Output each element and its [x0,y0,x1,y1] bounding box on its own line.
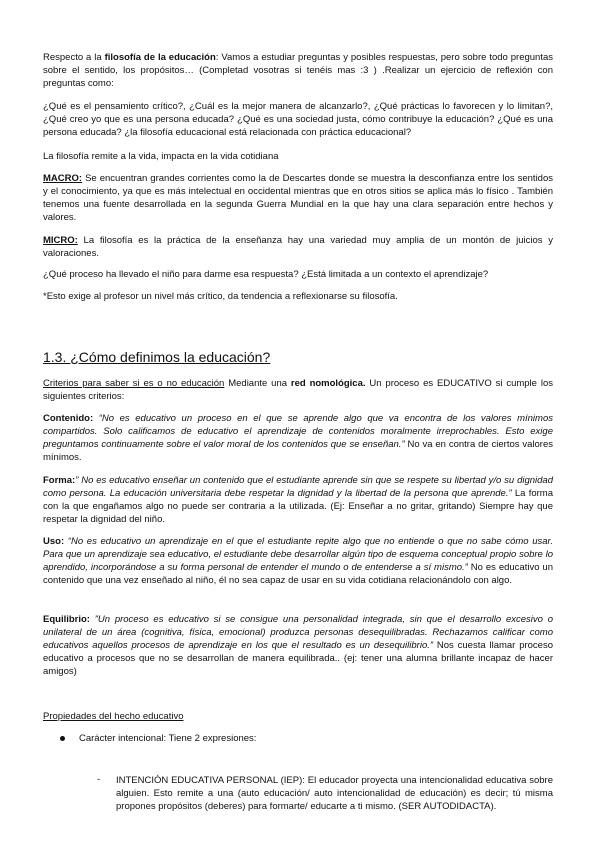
contenido-label: Contenido: [43,413,94,424]
philosophy-line: La filosofía remite a la vida, impacta en la vida cotidiana [43,151,279,162]
criteria-bold: red nomológica. [290,378,366,389]
intro-rest: : Vamos a estudiar preguntas y posibles respuestas, pero sobre todo preguntas sobre el sentido, los propósitos… (Completad vosotras si tenéis mas :3 ) .Realizar un ejercicio de reflexión con preguntas como: [43,52,554,89]
dash-item-text: El educador proyecta una intencionalidad educativa sobre alguien. Esto remite a una (auto educación/ auto intencionalidad de educación) es decir; tú misma propones propósitos (deberes) para formarte/ educarte a ti mismo. (SER AUTODIDACTA). [116,775,553,812]
forma-paragraph [43,474,553,526]
process-question: ¿Qué proceso ha llevado el niño para darme esa respuesta? ¿Está limitada a un contexto el aprendizaje? [43,269,489,280]
criteria-rest: Un proceso es EDUCATIVO si cumple los siguientes criterios: [43,378,553,402]
intro-bold: filosofía de la educación [104,52,216,63]
uso-quote: “No es educativo un aprendizaje en el que el estudiante repite algo que no entiende o que no sabe cómo usar. Para que un aprendizaje sea educativo, el estudiante debe desarrollar algún tipo de esquema conceptual propio sobre lo aprendido, incorporándose a su forma personal de entender el mundo o de entenderse a sí mismo.” [43,536,553,573]
uso-label: Uso: [43,536,65,547]
questions-paragraph: ¿Qué es el pensamiento crítico?, ¿Cuál es la mejor manera de alcanzarlo?, ¿Qué prácticas lo favorecen y lo limitan?, ¿Qué creo yo que es una persona educada? ¿Qué es una sociedad justa, cómo contribuye la educación? ¿Qué es una persona educada? ¿la filosofía educacional está relacionada con práctica educacional? [43,101,553,138]
equilibrio-rest: Nos cuesta llamar proceso educativo a procesos que no se desarrollan de manera equilibrada.. (ej: tener una alumna brillante incapaz de hacer amigos) [43,640,553,677]
macro-paragraph [43,172,553,224]
criteria-mid: Mediante una [224,378,291,389]
dash-icon: - [97,774,101,785]
dash-item-heading: INTENCIÓN EDUCATIVA PERSONAL (IEP): [116,775,305,786]
intro-lead: Respecto a la [43,52,105,63]
bullet-icon [60,736,65,741]
bullet-rest: : Tiene 2 expresiones: [163,733,257,744]
uso-paragraph [43,535,553,587]
macro-label: MACRO: [43,173,83,184]
micro-text: La filosofía es la práctica de la enseñanza hay una variedad muy amplia de un montón de juicios y valoraciones. [43,235,553,259]
equilibrio-paragraph [43,613,553,678]
properties-heading [43,710,553,723]
micro-paragraph [43,234,553,260]
forma-rest: La forma con la que engañamos algo no puede ser contraria a la utilizada. (Ej: Enseñar a no gritar, gritando) Siempre hay que respetar la dignidad del niño. [43,488,553,525]
uso-rest: No es educativo un contenido que una vez enseñado al niño, él no sea capaz de usar en su vida cotidiana relacionándolo con algo. [43,562,553,586]
equilibrio-label: Equilibrio: [43,614,90,625]
contenido-rest: No va en contra de ciertos valores mínimos. [43,439,553,463]
bullet-item [60,732,256,745]
forma-quote: ” No es educativo enseñar un contenido que el estudiante aprende sin que se respete su libertad y/o su dignidad como persona. La educación universitaria debe respetar la dignidad y la libertad de la persona que aprende.” [43,475,553,499]
contenido-paragraph [43,412,553,464]
contenido-quote: “No es educativo un proceso en el que se aprende algo que va encontra de los valores mínimos compartidos. Solo calificamos de educativo el aprendizaje de contenidos moralmente irreprochables. Esto exige preguntamos continuamente sobre el valor moral de los contenidos que se enseñan.” [43,413,553,450]
note-line: *Esto exige al profesor un nivel más crítico, da tendencia a reflexionarse su filosofía. [43,291,398,302]
forma-label: Forma: [43,475,76,486]
criteria-paragraph [43,377,553,403]
criteria-heading: Criterios para saber si es o no educación [43,378,225,389]
section-title: 1.3. ¿Cómo definimos la educación? [43,349,271,365]
intro-paragraph [43,51,553,90]
properties-heading-text: Propiedades del hecho educativo [43,711,184,722]
macro-text: Se encuentran grandes corrientes como la de Descartes donde se muestra la desconfianza entre los sentidos y el conocimiento, ya que es más intelectual en occidental mientras que en otros sitios se aplica más lo físico . También tenemos una fuente desarrollada en la segunda Guerra Mundial en la que hay una clara separación entre hechos y valores. [43,173,553,223]
bullet-bold: Carácter intencional [79,733,164,744]
dash-item [116,774,553,813]
micro-label: MICRO: [43,235,78,246]
equilibrio-quote: ”Un proceso es educativo si se consigue una personalidad integrada, sin que el desarrollo excesivo o unilateral de un área (cognitiva, física, emocional) produzca personas desequilibradas. Rechazamos calificar como educativos aquellos procesos de aprendizaje en los que el resultado es un desequilibrio.” [43,614,553,651]
